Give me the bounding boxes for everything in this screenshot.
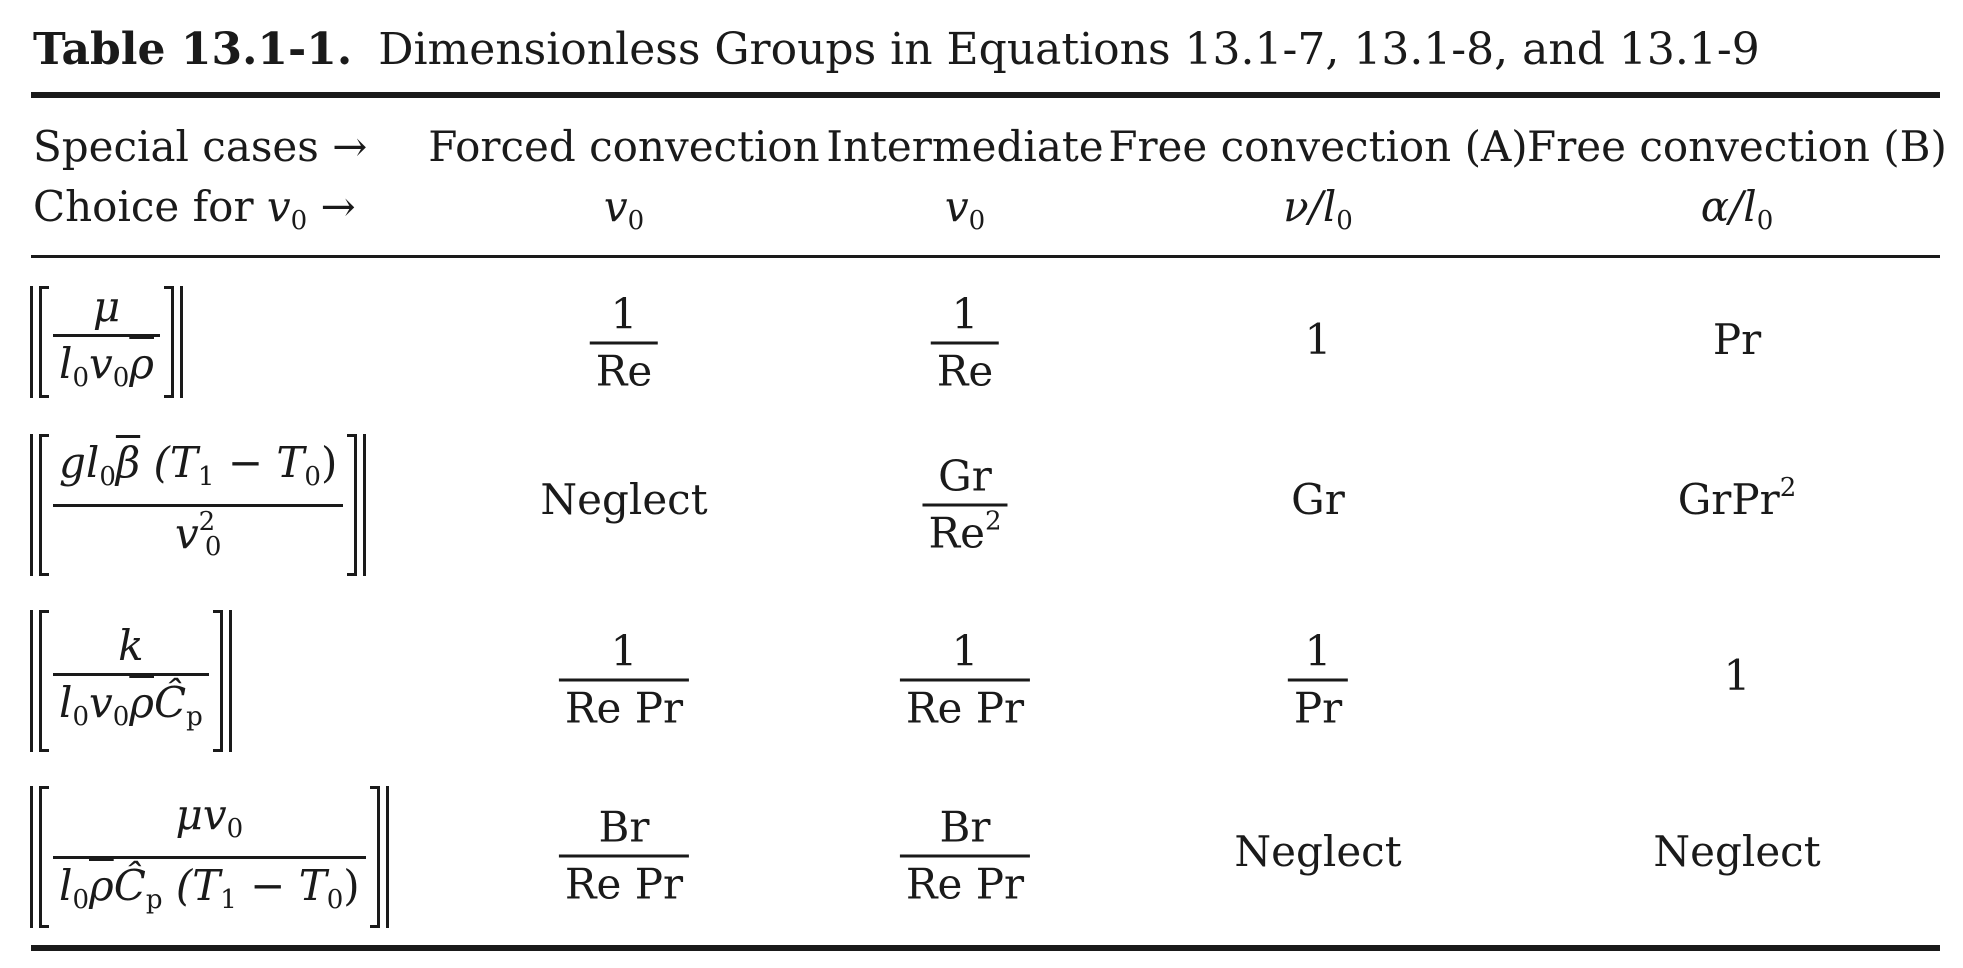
cell-r2-intermediate: $\frac{Gr}{Re^2}$: [922, 452, 1007, 559]
group-row-4-fraction: [53, 790, 366, 925]
group-row-4-den: $l_0\overline{\rho}Ĉ_p$ $(T_1 - T_0)$: [59, 860, 360, 915]
cell-r1-free-b: Pr: [1712, 315, 1762, 364]
cell-r2-free-a: Gr: [1291, 475, 1345, 524]
choice-intermediate: [945, 183, 985, 245]
header-choice-label: [33, 183, 356, 245]
bracket-left: [30, 786, 49, 928]
group-row-3-fraction: [53, 621, 209, 742]
group-row-1-num: μ: [92, 281, 121, 331]
choice-free-a: [1283, 183, 1353, 245]
header-col-intermediate: Intermediate: [826, 122, 1104, 171]
group-row-2-den: $v^2_0$: [174, 506, 222, 563]
bottom-rule: [31, 945, 1940, 951]
bracket-right: [370, 786, 389, 928]
group-row-1-fraction: [53, 282, 160, 403]
choice-sub: 0: [290, 205, 308, 236]
bracket-right: [164, 286, 183, 398]
cell-r2-free-b: GrPr$^2$: [1677, 472, 1797, 524]
cell-r4-forced: $\frac{Br}{\text{Re Pr}}$: [559, 803, 689, 910]
choice-forced-sub: 0: [627, 205, 645, 236]
group-row-1-den: $l_0v_0\overline{\rho}$: [59, 338, 154, 393]
cell-r3-free-a: $\frac{1}{Pr}$: [1288, 627, 1348, 734]
table-caption-label: Table 13.1-1.: [33, 24, 353, 75]
group-row-1: [30, 283, 183, 401]
cell-r3-forced: $\frac{1}{\text{Re Pr}}$: [559, 627, 689, 734]
group-row-2: [30, 432, 366, 578]
cell-r1-intermediate: $\frac{1}{Re}$: [931, 290, 999, 397]
cell-r4-free-b: Neglect: [1653, 827, 1821, 876]
cell-r2-forced: Neglect: [540, 475, 708, 524]
cell-r3-free-b: 1: [1723, 651, 1751, 700]
header-special-cases: Special cases →: [33, 122, 368, 171]
header-col-forced: Forced convection: [428, 122, 820, 171]
group-row-3-num: k: [118, 620, 144, 670]
cell-r4-free-a: Neglect: [1234, 827, 1402, 876]
bracket-left: [30, 434, 49, 576]
cell-r4-intermediate: $\frac{Br}{\text{Re Pr}}$: [900, 803, 1030, 910]
choice-free-b-sub: 0: [1756, 205, 1774, 236]
choice-intermediate-var: v: [944, 182, 969, 231]
choice-free-b: [1701, 183, 1774, 245]
choice-free-a-var: ν/l: [1283, 182, 1337, 231]
bracket-right: [213, 610, 232, 752]
choice-free-b-var: α/l: [1700, 182, 1757, 231]
top-rule: [31, 92, 1940, 98]
cell-r1-free-a: 1: [1304, 315, 1332, 364]
choice-prefix: Choice for: [33, 182, 267, 231]
cell-r1-forced: $\frac{1}{Re}$: [590, 290, 658, 397]
header-col-free-a: Free convection (A): [1108, 122, 1528, 171]
bracket-right: [347, 434, 366, 576]
group-row-4-num: $\mu v_0$: [175, 789, 244, 844]
choice-var: v: [266, 182, 291, 231]
cell-r3-intermediate: $\frac{1}{\text{Re Pr}}$: [900, 627, 1030, 734]
choice-forced-var: v: [603, 182, 628, 231]
group-row-3: [30, 608, 232, 754]
header-col-free-b: Free convection (B): [1527, 122, 1947, 171]
table-caption: [33, 24, 1760, 76]
group-row-2-fraction: [53, 438, 343, 573]
table-caption-text: Dimensionless Groups in Equations 13.1-7, 13.1-8, and 13.1-9: [378, 24, 1760, 75]
bracket-left: [30, 610, 49, 752]
group-row-3-den: $l_0v_0\overline{\rho}Ĉ_p$: [59, 677, 203, 732]
choice-suffix: →: [307, 182, 356, 231]
group-row-2-num: $gl_0\overline{\beta}$ $(T_1 - T_0)$: [59, 437, 338, 492]
group-row-4: [30, 784, 389, 930]
choice-free-a-sub: 0: [1336, 205, 1353, 236]
bracket-left: [30, 286, 49, 398]
choice-forced: [604, 183, 644, 245]
header-rule: [31, 255, 1940, 258]
choice-intermediate-sub: 0: [968, 205, 986, 236]
